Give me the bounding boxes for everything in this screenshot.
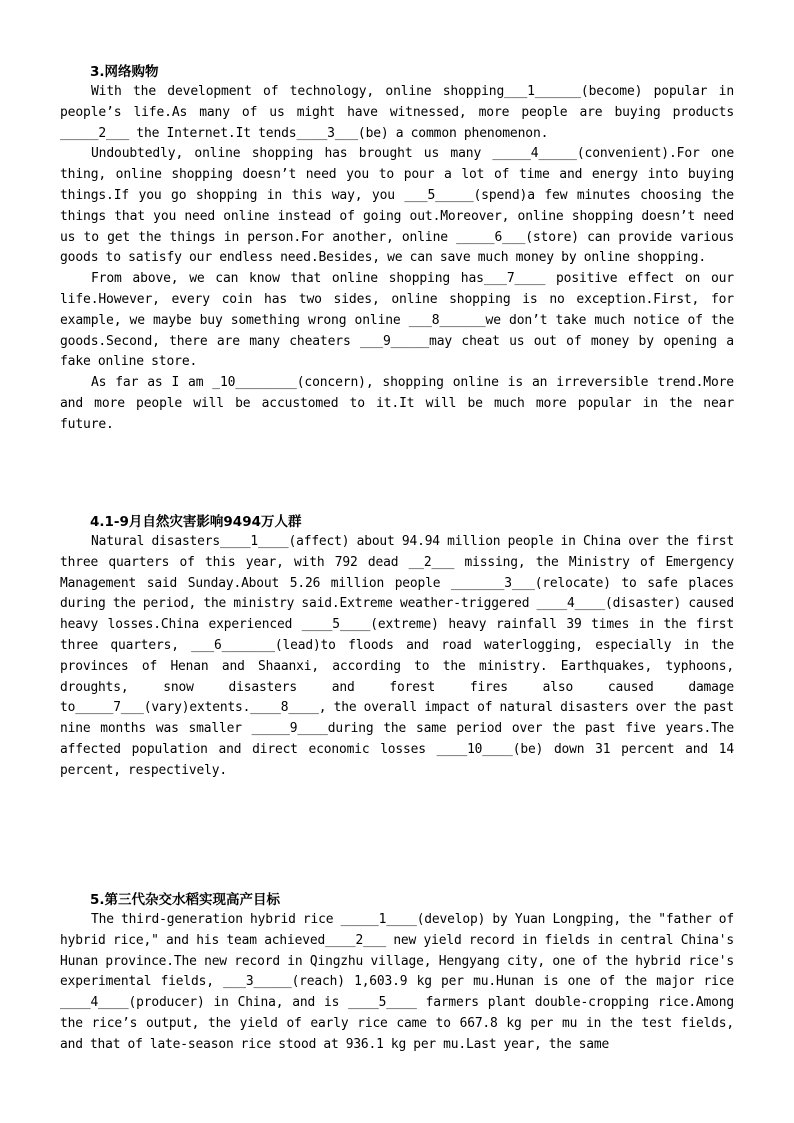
section-online-shopping [60, 62, 734, 436]
section-hybrid-rice [60, 890, 734, 1056]
paragraph: Natural disasters____1____(affect) about 94.94 million people in China over the first three quarters of this year, with 792 dead __2___ missing, the Ministry of Emergency Management said Sunday.About 5.26 million people _______3___(relocate) to safe places during the period, the ministry said.Extreme weather-triggered ____4____(disaster) caused heavy losses.China experienced ____5____(extreme) heavy rainfall 39 times in the first three quarters, ___6_______(lead)to floods and road waterlogging, especially in the provinces of Henan and Shaanxi, according to the ministry. Earthquakes, typhoons, droughts, snow disasters and forest fires also caused damage to_____7___(vary)extents.____8____, the overall impact of natural disasters over the past nine months was smaller _____9____during the same period over the past five years.The affected population and direct economic losses ____10____(be) down 31 percent and 14 percent, respectively. [60, 534, 734, 778]
section-natural-disasters [60, 512, 734, 782]
paragraph: With the development of technology, online shopping___1______(become) popular in people’s life.As many of us might have witnessed, more people are buying products _____2___ the Internet.It tends____3___(be) a common phenomenon. [60, 84, 734, 141]
paragraph: The third-generation hybrid rice _____1____(develop) by Yuan Longping, the "father of hybrid rice," and his team achieved____2___ new yield record in fields in central China's Hunan province.The new record in Qingzhu village, Hengyang city, one of the hybrid rice's experimental fields, ___3_____(reach) 1,603.9 kg per mu.Hunan is one of the major rice ____4____(producer) in China, and is ____5____ farmers plant double-cropping rice.Among the rice’s output, the yield of early rice came to 667.8 kg per mu in the test fields, and that of late-season rice stood at 936.1 kg per mu.Last year, the same [60, 912, 734, 1052]
paragraph: As far as I am _10________(concern), shopping online is an irreversible trend.More and more people will be accustomed to it.It will be much more popular in the near future. [60, 375, 734, 432]
section-title: 5.第三代杂交水稻实现高产目标 [90, 892, 281, 908]
paragraph: Undoubtedly, online shopping has brought us many _____4_____(convenient).For one thing, online shopping doesn’t need you to pour a lot of time and energy into buying things.If you go shopping in this way, you ___5_____(spend)a few minutes choosing the things that you need online instead of going out.Moreover, online shopping doesn’t need us to get the things in person.For another, online _____6___(store) can provide various goods to satisfy our endless need.Besides, we can save much money by online shopping. [60, 146, 734, 266]
paragraph: From above, we can know that online shopping has___7____ positive effect on our life.However, every coin has two sides, online shopping is no exception.First, for example, we maybe buy something wrong online ___8______we don’t take much notice of the goods.Second, there are many cheaters ___9_____may cheat us out of money by opening a fake online store. [60, 271, 734, 370]
section-title: 4.1-9月自然灾害影响9494万人群 [90, 514, 302, 530]
section-title: 3.网络购物 [90, 64, 159, 80]
